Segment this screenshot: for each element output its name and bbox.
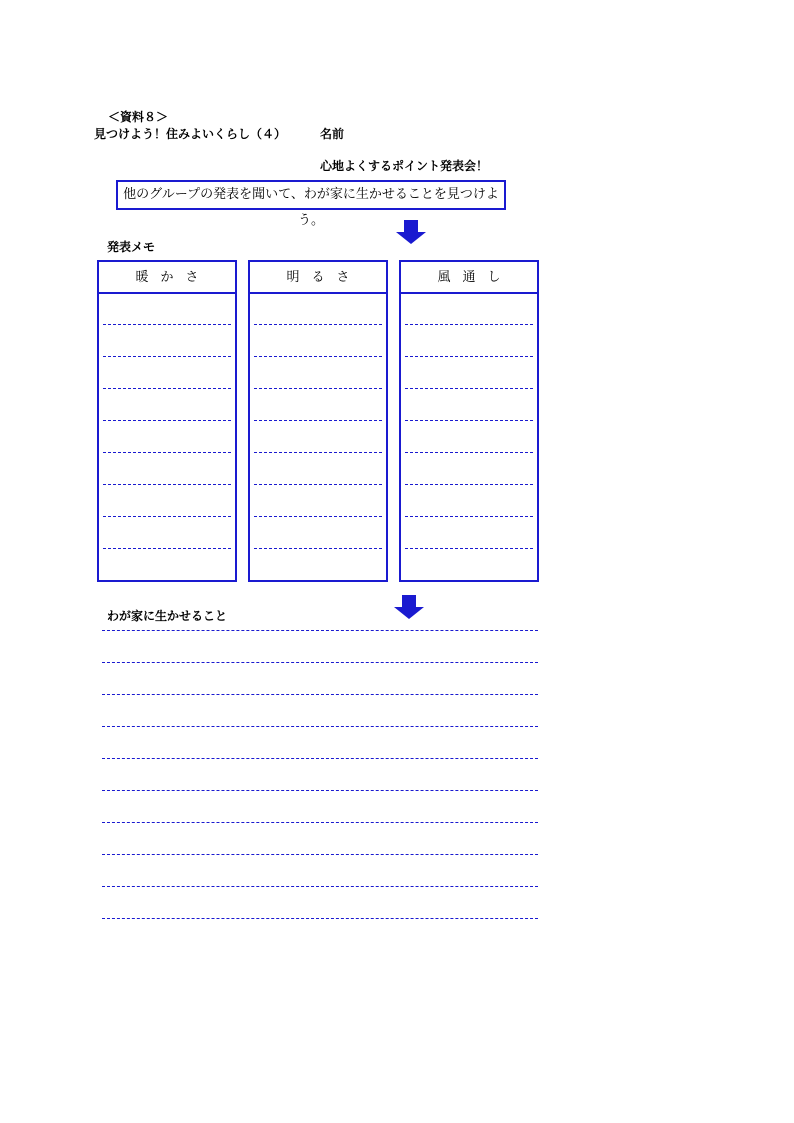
writing-line: [102, 726, 538, 727]
memo-line: [405, 356, 533, 357]
writing-line: [102, 854, 538, 855]
memo-line: [254, 420, 382, 421]
memo-line: [103, 548, 231, 549]
memo-line: [103, 324, 231, 325]
memo-column-brightness: [248, 260, 388, 582]
memo-line: [103, 356, 231, 357]
writing-line: [102, 886, 538, 887]
memo-line: [254, 484, 382, 485]
memo-line: [405, 324, 533, 325]
memo-line: [405, 516, 533, 517]
memo-line: [254, 324, 382, 325]
arrow-down-icon: [396, 220, 426, 244]
writing-line: [102, 630, 538, 631]
memo-line: [103, 516, 231, 517]
worksheet-subtitle: 心地よくするポイント発表会！: [320, 159, 489, 173]
writing-line: [102, 662, 538, 663]
memo-line: [405, 420, 533, 421]
worksheet-title: 見つけよう！住みよいくらし（４）: [94, 127, 287, 141]
column-heading: 風通し: [401, 262, 537, 294]
memo-line: [405, 452, 533, 453]
memo-line: [254, 356, 382, 357]
memo-label: 発表メモ: [107, 240, 156, 254]
memo-line: [103, 452, 231, 453]
apply-label: わが家に生かせること: [107, 609, 228, 623]
name-label: 名前: [320, 127, 345, 141]
instruction-box: [116, 180, 506, 228]
document-label: ＜資料８＞: [108, 110, 169, 124]
memo-line: [103, 388, 231, 389]
memo-line: [405, 548, 533, 549]
writing-line: [102, 790, 538, 791]
memo-line: [254, 388, 382, 389]
instruction-text: 他のグループの発表を聞いて、わが家に生かせることを見つけよう。: [123, 187, 499, 228]
column-heading: 明るさ: [250, 262, 386, 294]
writing-line: [102, 822, 538, 823]
memo-line: [103, 484, 231, 485]
memo-line: [254, 516, 382, 517]
memo-line: [254, 548, 382, 549]
writing-line: [102, 694, 538, 695]
writing-line: [102, 758, 538, 759]
memo-line: [103, 420, 231, 421]
writing-line: [102, 918, 538, 919]
memo-column-ventilation: [399, 260, 539, 582]
column-heading: 暖かさ: [99, 262, 235, 294]
memo-line: [405, 484, 533, 485]
arrow-down-icon: [394, 595, 424, 619]
memo-line: [254, 452, 382, 453]
memo-column-warmth: [97, 260, 237, 582]
memo-line: [405, 388, 533, 389]
